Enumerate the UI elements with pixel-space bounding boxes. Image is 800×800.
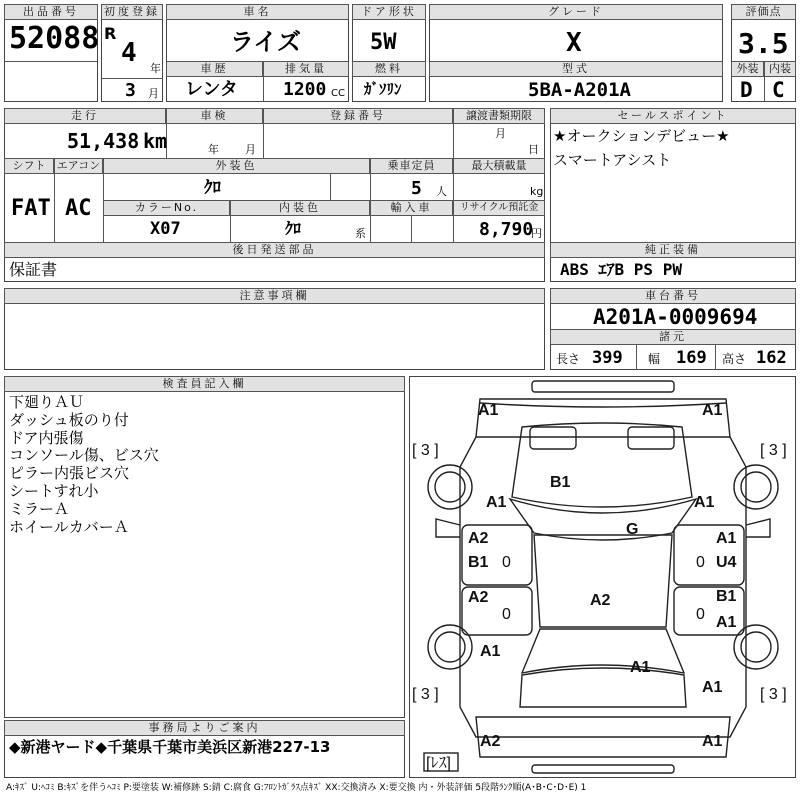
shift-value: FAT bbox=[11, 196, 51, 221]
damage-mark: A1 bbox=[716, 530, 737, 547]
damage-diagram bbox=[409, 376, 796, 778]
aircon-label: エアコン bbox=[54, 158, 103, 174]
office-value: ◆新港ヤード◆千葉県千葉市美浜区新港227-13 bbox=[9, 738, 331, 756]
exterior-value: D bbox=[740, 78, 753, 102]
int-color-value: ｸﾛ bbox=[285, 219, 302, 238]
car-name-label: 車名 bbox=[166, 4, 349, 20]
color-no-value: X07 bbox=[150, 219, 181, 239]
small-zero: 0 bbox=[502, 554, 511, 571]
inspector-label: 検査員記入欄 bbox=[4, 376, 405, 392]
int-color-unit: 系 bbox=[355, 227, 366, 240]
damage-mark: A1 bbox=[702, 679, 723, 696]
displacement-unit: CC bbox=[331, 88, 345, 99]
max-load-label: 最大積載量 bbox=[453, 158, 545, 174]
specs-label: 諸元 bbox=[550, 329, 796, 345]
tire-depth: [ 3 ] bbox=[760, 442, 787, 459]
fuel-value: ｶﾞｿﾘﾝ bbox=[364, 80, 402, 98]
reg-no-label: 登録番号 bbox=[263, 108, 453, 124]
damage-mark: B1 bbox=[468, 554, 489, 571]
damage-mark: A1 bbox=[716, 614, 737, 631]
interior-value: C bbox=[772, 78, 785, 102]
damage-mark: A1 bbox=[486, 494, 507, 511]
note-line: 下廻りＡＵ bbox=[9, 393, 85, 411]
genuine-label: 純正装備 bbox=[550, 242, 796, 258]
tire-depth: [ 3 ] bbox=[412, 442, 439, 459]
transfer-month-unit: 月 bbox=[495, 127, 506, 140]
transfer-label: 譲渡書類期限 bbox=[453, 108, 545, 124]
ext-color-label: 外装色 bbox=[103, 158, 370, 174]
car-name-value: ライズ bbox=[230, 28, 302, 56]
history-label: 車歴 bbox=[166, 61, 263, 77]
history-value: レンタ bbox=[185, 79, 238, 100]
length-label: 長さ bbox=[556, 352, 581, 366]
max-load-unit: kg bbox=[530, 185, 544, 198]
divider bbox=[230, 200, 231, 242]
damage-mark: G bbox=[626, 521, 639, 538]
note-line: ミラーＡ bbox=[9, 499, 70, 518]
divider bbox=[101, 78, 163, 79]
divider bbox=[636, 345, 637, 370]
displacement-value: 1200 bbox=[283, 79, 327, 100]
era: R bbox=[104, 24, 117, 43]
recycle-value: 8,790 bbox=[479, 219, 534, 240]
door-value: 5W bbox=[370, 30, 397, 55]
inspector-notes bbox=[9, 394, 159, 536]
later-parts-value: 保証書 bbox=[9, 260, 58, 279]
office-label: 事務局よりご案内 bbox=[4, 720, 405, 736]
damage-mark: A1 bbox=[694, 494, 715, 511]
damage-mark: A2 bbox=[468, 589, 489, 606]
damage-mark: A2 bbox=[480, 733, 501, 750]
damage-mark: U4 bbox=[716, 554, 737, 571]
divider bbox=[54, 158, 55, 242]
divider bbox=[263, 108, 264, 158]
first-reg-month: 3 bbox=[125, 80, 136, 101]
width-value: 169 bbox=[676, 348, 707, 368]
displacement-label: 排気量 bbox=[263, 61, 349, 77]
recycle-label: リサイクル預託金 bbox=[453, 200, 545, 216]
length-value: 399 bbox=[592, 348, 623, 368]
later-parts-label: 後日発送部品 bbox=[4, 242, 545, 258]
damage-mark: A1 bbox=[480, 643, 501, 660]
legend: A:ｷｽﾞ U:ﾍｺﾐ B:ｷｽﾞを伴うﾍｺﾐ P:要塗装 W:補修跡 S:錆 C:腐食 G:ﾌﾛﾝﾄｶﾞﾗｽ点ｷｽﾞ XX:交換済み X:要交換 内・外装評価 5段階ﾗﾝｸ順(A･B･C･D･E) 1 bbox=[6, 783, 587, 793]
divider bbox=[4, 61, 98, 62]
note-line: ドア内張傷 bbox=[9, 428, 84, 447]
score-value: 3.5 bbox=[738, 27, 789, 60]
transfer-day-unit: 日 bbox=[528, 143, 539, 156]
width-label: 幅 bbox=[648, 352, 661, 366]
chassis-label: 車台番号 bbox=[550, 288, 796, 304]
fuel-label: 燃料 bbox=[352, 61, 426, 77]
sales-point-line: スマートアシスト bbox=[553, 151, 672, 169]
grade-label: グレード bbox=[429, 4, 723, 20]
mileage-label: 走行 bbox=[4, 108, 166, 124]
genuine-value: ABS ｴｱB PS PW bbox=[560, 260, 682, 279]
model-value: 5BA-A201A bbox=[528, 79, 631, 101]
color-no-label: カラーNo. bbox=[103, 200, 230, 216]
aircon-value: AC bbox=[65, 196, 92, 221]
sales-points-label: セールスポイント bbox=[550, 108, 796, 124]
divider bbox=[453, 108, 454, 158]
damage-mark: A1 bbox=[630, 659, 651, 676]
note-line: ダッシュ板のり付 bbox=[9, 410, 129, 429]
tire-depth: [ 3 ] bbox=[412, 686, 439, 703]
divider bbox=[715, 345, 716, 370]
recycle-unit: 円 bbox=[531, 227, 542, 240]
divider bbox=[330, 174, 331, 200]
damage-mark: A2 bbox=[590, 592, 611, 609]
caution-label: 注意事項欄 bbox=[4, 288, 545, 304]
damage-mark: A2 bbox=[468, 530, 489, 547]
damage-mark: A1 bbox=[478, 402, 499, 419]
ext-color-value: ｸﾛ bbox=[204, 178, 221, 198]
year-unit: 年 bbox=[150, 62, 161, 75]
model-label: 型式 bbox=[429, 61, 723, 77]
mileage-value: 51,438 bbox=[67, 129, 140, 153]
note-line: ホイールカバーＡ bbox=[9, 517, 129, 536]
int-color-label: 内装色 bbox=[230, 200, 370, 216]
height-label: 高さ bbox=[722, 352, 747, 366]
lot-no-value: 52088 bbox=[9, 21, 100, 56]
divider bbox=[263, 61, 264, 102]
grade-value: X bbox=[566, 28, 582, 58]
first-reg-label: 初度登録 bbox=[101, 4, 163, 20]
divider bbox=[764, 61, 765, 102]
chassis-value: A201A-0009694 bbox=[593, 305, 758, 329]
damage-mark: A1 bbox=[702, 402, 723, 419]
score-label: 評価点 bbox=[731, 4, 796, 20]
sales-point-line: ★オークションデビュー★ bbox=[553, 127, 730, 145]
damage-marks-svg bbox=[410, 377, 795, 777]
exterior-label: 外装 bbox=[731, 61, 764, 77]
inspection-month-unit: 月 bbox=[245, 143, 256, 156]
month-unit: 月 bbox=[148, 87, 159, 100]
inspection-label: 車検 bbox=[166, 108, 263, 124]
note-line: シートすれ小 bbox=[9, 481, 99, 500]
spare-label: [ﾚｽ] bbox=[426, 755, 451, 772]
tire-depth: [ 3 ] bbox=[760, 686, 787, 703]
small-zero: 0 bbox=[696, 606, 705, 623]
damage-mark: B1 bbox=[716, 588, 737, 605]
lot-no-label: 出品番号 bbox=[4, 4, 98, 20]
small-zero: 0 bbox=[696, 554, 705, 571]
damage-mark: A1 bbox=[702, 733, 723, 750]
import-label: 輸入車 bbox=[370, 200, 453, 216]
height-value: 162 bbox=[756, 348, 787, 368]
shift-label: シフト bbox=[4, 158, 54, 174]
door-label: ドア形状 bbox=[352, 4, 426, 20]
divider bbox=[411, 216, 412, 242]
small-zero: 0 bbox=[502, 606, 511, 623]
interior-label: 内装 bbox=[764, 61, 796, 77]
damage-mark: B1 bbox=[550, 474, 571, 491]
note-line: コンソール傷、ビス穴 bbox=[9, 446, 159, 465]
mileage-unit: km bbox=[143, 129, 168, 153]
capacity-unit: 人 bbox=[436, 185, 447, 198]
capacity-value: 5 bbox=[411, 178, 422, 199]
inspection-year-unit: 年 bbox=[208, 143, 219, 156]
first-reg-year: 4 bbox=[121, 38, 137, 68]
note-line: ピラー内張ビス穴 bbox=[9, 464, 130, 483]
capacity-label: 乗車定員 bbox=[370, 158, 453, 174]
